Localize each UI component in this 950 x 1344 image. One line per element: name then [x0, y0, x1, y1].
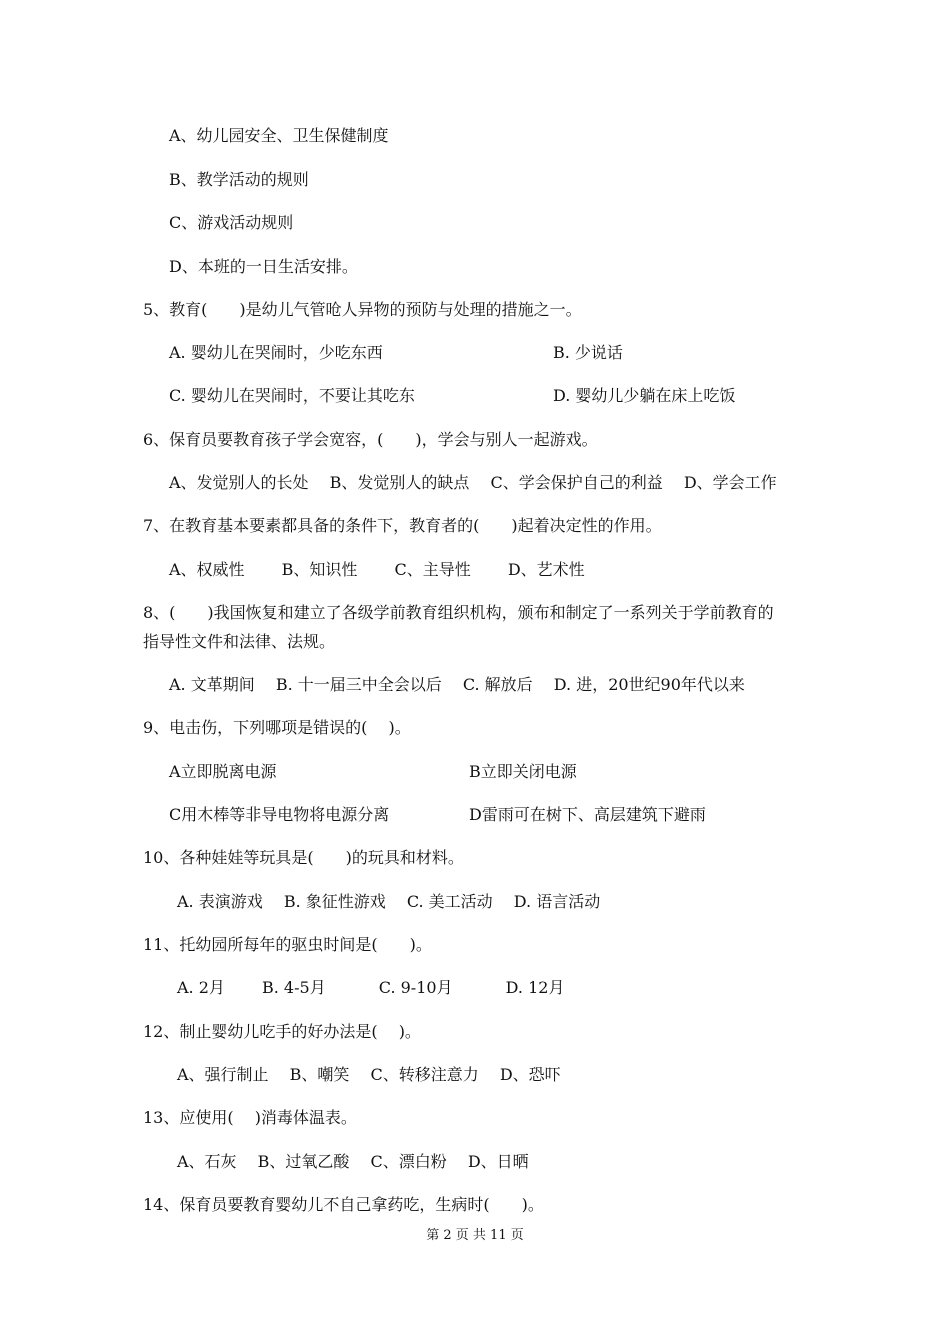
q9-option-d: D雷雨可在树下、高层建筑下避雨	[469, 805, 706, 824]
q7-options: A、权威性 B、知识性 C、主导性 D、艺术性	[169, 560, 585, 579]
q5-option-a: A. 婴幼儿在哭闹时，少吃东西	[169, 343, 383, 362]
q10-stem: 10、各种娃娃等玩具是( )的玩具和材料。	[143, 848, 464, 867]
q13-options: A、石灰 B、过氧乙酸 C、漂白粉 D、日晒	[177, 1152, 529, 1171]
q13-stem: 13、应使用( )消毒体温表。	[143, 1108, 357, 1127]
q8-stem-line1: 8、( )我国恢复和建立了各级学前教育组织机构，颁布和制定了一系列关于学前教育的	[143, 603, 774, 622]
q12-options: A、强行制止 B、嘲笑 C、转移注意力 D、恐吓	[177, 1065, 561, 1084]
q4-option-b: B、教学活动的规则	[169, 170, 309, 189]
q4-option-d: D、本班的一日生活安排。	[169, 257, 358, 276]
q9-stem: 9、电击伤，下列哪项是错误的( )。	[143, 718, 411, 737]
q12-stem: 12、制止婴幼儿吃手的好办法是( )。	[143, 1022, 421, 1041]
q8-options: A. 文革期间 B. 十一届三中全会以后 C. 解放后 D. 进，20世纪90年代以来	[169, 675, 745, 694]
q5-option-c: C. 婴幼儿在哭闹时，不要让其吃东	[169, 386, 415, 405]
q7-stem: 7、在教育基本要素都具备的条件下，教育者的( )起着决定性的作用。	[143, 516, 662, 535]
q6-stem: 6、保育员要教育孩子学会宽容，( )，学会与别人一起游戏。	[143, 430, 598, 449]
q10-options: A. 表演游戏 B. 象征性游戏 C. 美工活动 D. 语言活动	[177, 892, 601, 911]
q5-option-b: B. 少说话	[553, 343, 623, 362]
q9-option-a: A立即脱离电源	[169, 762, 277, 781]
q6-options: A、发觉别人的长处 B、发觉别人的缺点 C、学会保护自己的利益 D、学会工作	[169, 473, 777, 492]
q4-option-a: A、幼儿园安全、卫生保健制度	[169, 126, 389, 145]
q5-stem: 5、教育( )是幼儿气管呛人异物的预防与处理的措施之一。	[143, 300, 582, 319]
q4-option-c: C、游戏活动规则	[169, 213, 294, 232]
q11-stem: 11、托幼园所每年的驱虫时间是( )。	[143, 935, 432, 954]
q8-stem-line2: 指导性文件和法律、法规。	[143, 632, 336, 651]
q14-stem: 14、保育员要教育婴幼儿不自己拿药吃，生病时( )。	[143, 1195, 544, 1214]
q9-option-b: B立即关闭电源	[469, 762, 577, 781]
q11-options: A. 2月 B. 4-5月 C. 9-10月 D. 12月	[177, 978, 565, 997]
q9-option-c: C用木棒等非导电物将电源分离	[169, 805, 390, 824]
q5-option-d: D. 婴幼儿少躺在床上吃饭	[553, 386, 736, 405]
page-number-footer: 第 2 页 共 11 页	[426, 1228, 524, 1243]
